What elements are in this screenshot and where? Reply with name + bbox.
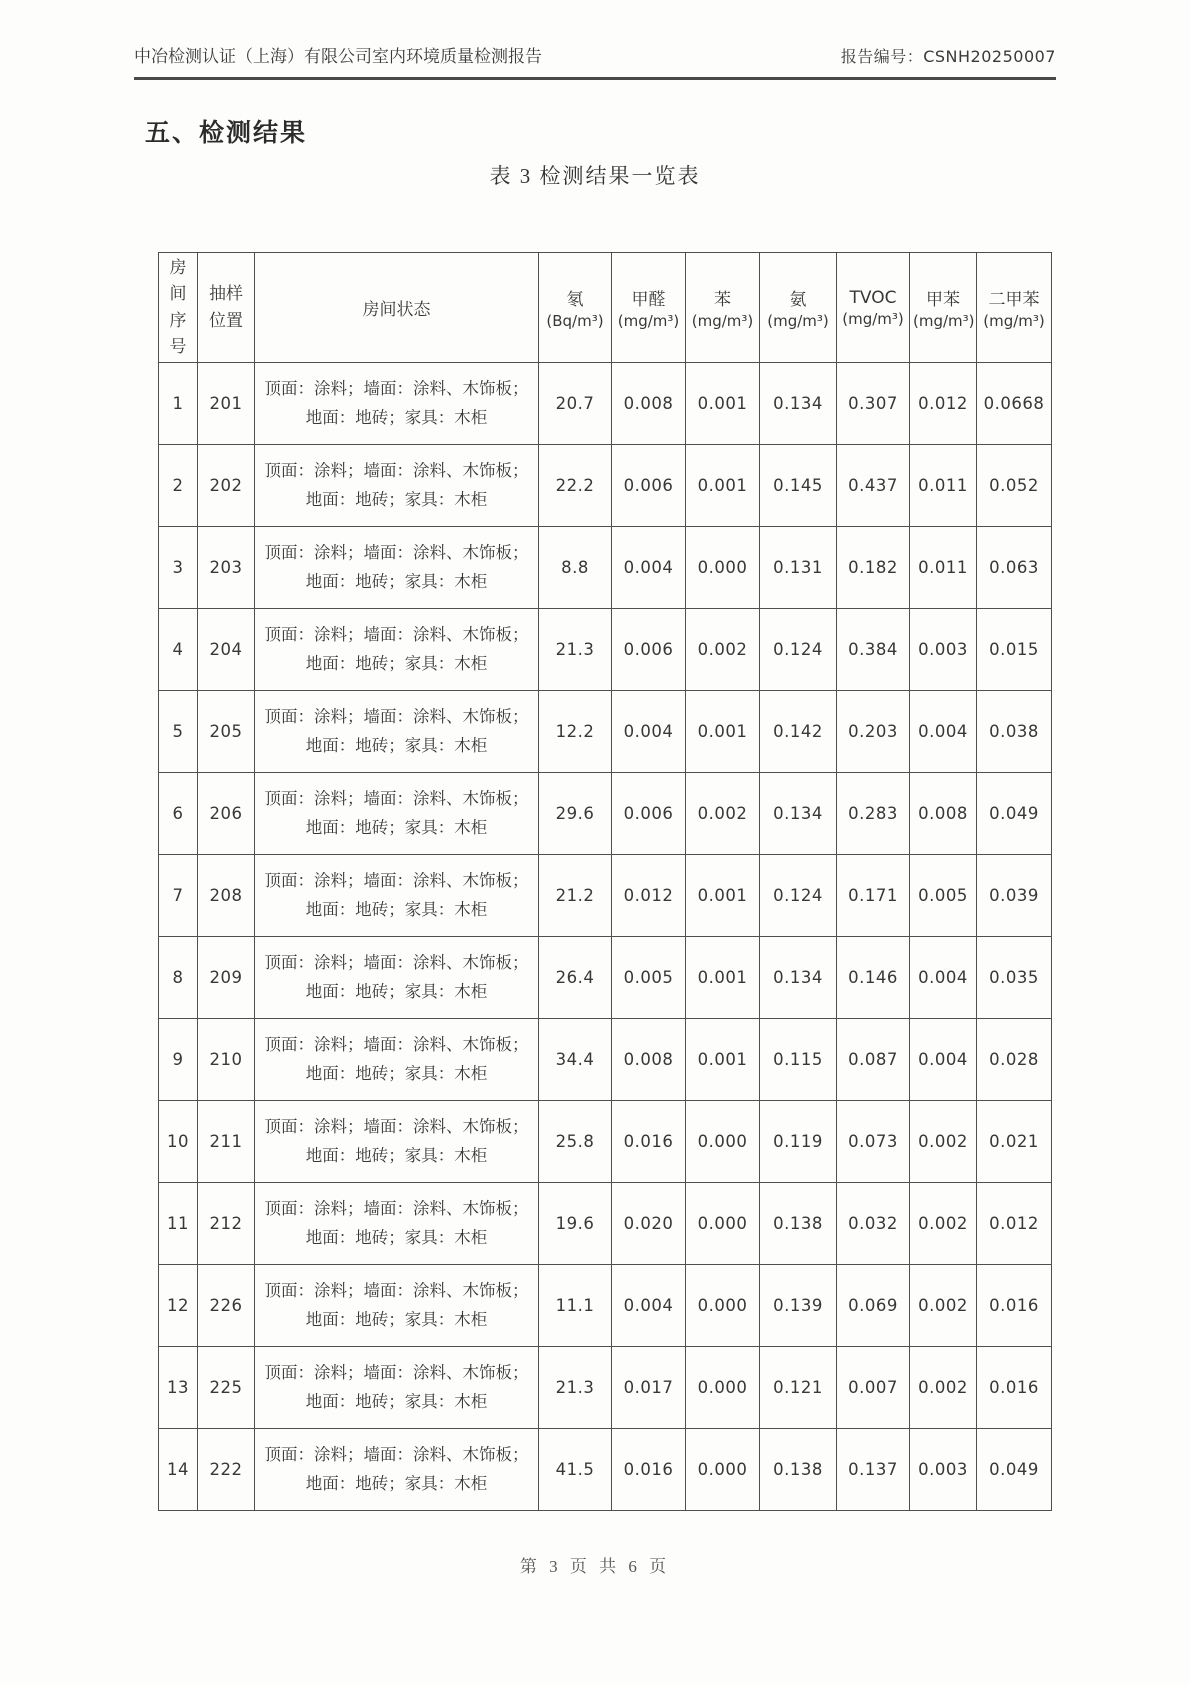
table-cell: 226 bbox=[198, 1265, 255, 1347]
table-cell: 0.124 bbox=[760, 609, 837, 691]
column-header-room-no: 房间序号 bbox=[159, 253, 198, 363]
table-cell: 211 bbox=[198, 1101, 255, 1183]
table-cell: 0.139 bbox=[760, 1265, 837, 1347]
table-cell: 8.8 bbox=[539, 527, 612, 609]
table-cell: 0.004 bbox=[910, 937, 977, 1019]
table-cell: 1 bbox=[159, 363, 198, 445]
table-cell: 0.073 bbox=[837, 1101, 910, 1183]
table-cell: 0.0668 bbox=[977, 363, 1052, 445]
table-cell: 0.000 bbox=[686, 1347, 760, 1429]
table-cell: 0.000 bbox=[686, 527, 760, 609]
table-cell: 0.016 bbox=[977, 1265, 1052, 1347]
table-cell: 208 bbox=[198, 855, 255, 937]
table-cell: 0.004 bbox=[612, 1265, 686, 1347]
column-header-xylene: 二甲苯 (mg/m³) bbox=[977, 253, 1052, 363]
table-cell: 8 bbox=[159, 937, 198, 1019]
table-cell: 0.002 bbox=[910, 1101, 977, 1183]
table-cell: 206 bbox=[198, 773, 255, 855]
table-cell: 0.021 bbox=[977, 1101, 1052, 1183]
table-cell: 0.146 bbox=[837, 937, 910, 1019]
page-number-footer: 第 3 页 共 6 页 bbox=[519, 1557, 671, 1576]
table-cell: 0.008 bbox=[910, 773, 977, 855]
table-cell: 5 bbox=[159, 691, 198, 773]
table-cell: 顶面：涂料；墙面：涂料、木饰板；地面：地砖；家具：木柜 bbox=[255, 773, 539, 855]
table-cell: 7 bbox=[159, 855, 198, 937]
table-cell: 0.124 bbox=[760, 855, 837, 937]
table-cell: 205 bbox=[198, 691, 255, 773]
table-cell: 0.020 bbox=[612, 1183, 686, 1265]
table-cell: 12 bbox=[159, 1265, 198, 1347]
table-cell: 顶面：涂料；墙面：涂料、木饰板；地面：地砖；家具：木柜 bbox=[255, 855, 539, 937]
table-cell: 0.001 bbox=[686, 691, 760, 773]
table-cell: 21.3 bbox=[539, 609, 612, 691]
table-cell: 0.145 bbox=[760, 445, 837, 527]
table-cell: 0.307 bbox=[837, 363, 910, 445]
table-cell: 顶面：涂料；墙面：涂料、木饰板；地面：地砖；家具：木柜 bbox=[255, 1019, 539, 1101]
table-cell: 0.138 bbox=[760, 1429, 837, 1511]
table-cell: 顶面：涂料；墙面：涂料、木饰板；地面：地砖；家具：木柜 bbox=[255, 1347, 539, 1429]
table-cell: 2 bbox=[159, 445, 198, 527]
table-cell: 25.8 bbox=[539, 1101, 612, 1183]
table-cell: 0.000 bbox=[686, 1101, 760, 1183]
table-row bbox=[159, 363, 1052, 445]
table-cell: 0.006 bbox=[612, 445, 686, 527]
table-cell: 0.142 bbox=[760, 691, 837, 773]
table-cell: 0.003 bbox=[910, 609, 977, 691]
table-cell: 0.437 bbox=[837, 445, 910, 527]
table-cell: 0.015 bbox=[977, 609, 1052, 691]
table-cell: 0.002 bbox=[910, 1265, 977, 1347]
table-cell: 0.003 bbox=[910, 1429, 977, 1511]
table-cell: 4 bbox=[159, 609, 198, 691]
report-number: 报告编号：CSNH20250007 bbox=[840, 47, 1056, 66]
table-cell: 0.138 bbox=[760, 1183, 837, 1265]
table-cell: 0.137 bbox=[837, 1429, 910, 1511]
table-cell: 0.017 bbox=[612, 1347, 686, 1429]
table-cell: 0.134 bbox=[760, 773, 837, 855]
table-row bbox=[159, 1265, 1052, 1347]
header-row bbox=[159, 253, 1052, 363]
table-cell: 0.004 bbox=[612, 527, 686, 609]
table-cell: 222 bbox=[198, 1429, 255, 1511]
table-cell: 顶面：涂料；墙面：涂料、木饰板；地面：地砖；家具：木柜 bbox=[255, 1101, 539, 1183]
table-cell: 0.171 bbox=[837, 855, 910, 937]
column-header-formaldehyde: 甲醛 (mg/m³) bbox=[612, 253, 686, 363]
table-cell: 6 bbox=[159, 773, 198, 855]
table-cell: 0.001 bbox=[686, 855, 760, 937]
table-cell: 202 bbox=[198, 445, 255, 527]
table-cell: 0.134 bbox=[760, 363, 837, 445]
column-header-ammonia: 氨 (mg/m³) bbox=[760, 253, 837, 363]
table-row bbox=[159, 855, 1052, 937]
table-cell: 29.6 bbox=[539, 773, 612, 855]
table-cell: 0.131 bbox=[760, 527, 837, 609]
table-cell: 0.004 bbox=[612, 691, 686, 773]
column-header-sampling-location: 抽样位置 bbox=[198, 253, 255, 363]
table-cell: 0.005 bbox=[910, 855, 977, 937]
table-cell: 212 bbox=[198, 1183, 255, 1265]
table-row bbox=[159, 691, 1052, 773]
table-cell: 26.4 bbox=[539, 937, 612, 1019]
results-table-head bbox=[159, 253, 1052, 363]
table-cell: 22.2 bbox=[539, 445, 612, 527]
column-header-tvoc: TVOC (mg/m³) bbox=[837, 253, 910, 363]
column-header-room-state: 房间状态 bbox=[255, 253, 539, 363]
table-cell: 0.035 bbox=[977, 937, 1052, 1019]
table-cell: 0.000 bbox=[686, 1429, 760, 1511]
column-header-benzene: 苯 (mg/m³) bbox=[686, 253, 760, 363]
table-row bbox=[159, 527, 1052, 609]
table-row bbox=[159, 773, 1052, 855]
table-cell: 0.182 bbox=[837, 527, 910, 609]
column-header-radon: 氡 (Bq/m³) bbox=[539, 253, 612, 363]
table-cell: 0.203 bbox=[837, 691, 910, 773]
table-cell: 0.006 bbox=[612, 773, 686, 855]
table-cell: 顶面：涂料；墙面：涂料、木饰板；地面：地砖；家具：木柜 bbox=[255, 937, 539, 1019]
table-cell: 0.002 bbox=[910, 1347, 977, 1429]
table-cell: 0.000 bbox=[686, 1183, 760, 1265]
table-cell: 0.121 bbox=[760, 1347, 837, 1429]
column-header-toluene: 甲苯 (mg/m³) bbox=[910, 253, 977, 363]
results-table-body bbox=[159, 363, 1052, 1511]
table-cell: 0.011 bbox=[910, 527, 977, 609]
table-cell: 209 bbox=[198, 937, 255, 1019]
table-cell: 9 bbox=[159, 1019, 198, 1101]
table-cell: 0.016 bbox=[612, 1429, 686, 1511]
document-header bbox=[134, 42, 1056, 80]
table-row bbox=[159, 445, 1052, 527]
table-cell: 0.001 bbox=[686, 937, 760, 1019]
table-cell: 0.038 bbox=[977, 691, 1052, 773]
table-cell: 0.008 bbox=[612, 1019, 686, 1101]
table-row bbox=[159, 937, 1052, 1019]
table-cell: 12.2 bbox=[539, 691, 612, 773]
table-row bbox=[159, 1183, 1052, 1265]
table-cell: 0.011 bbox=[910, 445, 977, 527]
results-table bbox=[158, 252, 1052, 1511]
table-cell: 210 bbox=[198, 1019, 255, 1101]
table-cell: 顶面：涂料；墙面：涂料、木饰板；地面：地砖；家具：木柜 bbox=[255, 1265, 539, 1347]
table-cell: 0.032 bbox=[837, 1183, 910, 1265]
table-cell: 13 bbox=[159, 1347, 198, 1429]
table-row bbox=[159, 1347, 1052, 1429]
table-cell: 19.6 bbox=[539, 1183, 612, 1265]
table-cell: 0.002 bbox=[686, 773, 760, 855]
table-cell: 顶面：涂料；墙面：涂料、木饰板；地面：地砖；家具：木柜 bbox=[255, 691, 539, 773]
table-cell: 0.283 bbox=[837, 773, 910, 855]
table-cell: 10 bbox=[159, 1101, 198, 1183]
table-cell: 0.000 bbox=[686, 1265, 760, 1347]
table-cell: 20.7 bbox=[539, 363, 612, 445]
table-cell: 0.001 bbox=[686, 1019, 760, 1101]
table-cell: 0.069 bbox=[837, 1265, 910, 1347]
table-cell: 225 bbox=[198, 1347, 255, 1429]
table-cell: 0.002 bbox=[910, 1183, 977, 1265]
table-cell: 14 bbox=[159, 1429, 198, 1511]
table-cell: 顶面：涂料；墙面：涂料、木饰板；地面：地砖；家具：木柜 bbox=[255, 1429, 539, 1511]
table-title: 表 3 检测结果一览表 bbox=[489, 164, 701, 188]
table-cell: 0.002 bbox=[686, 609, 760, 691]
table-cell: 34.4 bbox=[539, 1019, 612, 1101]
table-cell: 41.5 bbox=[539, 1429, 612, 1511]
table-cell: 0.001 bbox=[686, 445, 760, 527]
table-cell: 0.087 bbox=[837, 1019, 910, 1101]
table-cell: 顶面：涂料；墙面：涂料、木饰板；地面：地砖；家具：木柜 bbox=[255, 445, 539, 527]
table-cell: 11 bbox=[159, 1183, 198, 1265]
table-cell: 0.063 bbox=[977, 527, 1052, 609]
table-cell: 0.049 bbox=[977, 1429, 1052, 1511]
table-cell: 0.012 bbox=[612, 855, 686, 937]
table-cell: 0.004 bbox=[910, 1019, 977, 1101]
table-cell: 顶面：涂料；墙面：涂料、木饰板；地面：地砖；家具：木柜 bbox=[255, 363, 539, 445]
table-cell: 3 bbox=[159, 527, 198, 609]
table-cell: 0.134 bbox=[760, 937, 837, 1019]
table-row bbox=[159, 609, 1052, 691]
table-cell: 0.004 bbox=[910, 691, 977, 773]
table-cell: 顶面：涂料；墙面：涂料、木饰板；地面：地砖；家具：木柜 bbox=[255, 527, 539, 609]
table-cell: 0.052 bbox=[977, 445, 1052, 527]
table-cell: 0.012 bbox=[910, 363, 977, 445]
table-cell: 0.039 bbox=[977, 855, 1052, 937]
table-cell: 21.2 bbox=[539, 855, 612, 937]
table-cell: 0.028 bbox=[977, 1019, 1052, 1101]
section-title: 五、检测结果 bbox=[145, 120, 308, 147]
table-cell: 0.016 bbox=[977, 1347, 1052, 1429]
table-cell: 0.006 bbox=[612, 609, 686, 691]
table-row bbox=[159, 1429, 1052, 1511]
table-cell: 0.016 bbox=[612, 1101, 686, 1183]
table-cell: 顶面：涂料；墙面：涂料、木饰板；地面：地砖；家具：木柜 bbox=[255, 1183, 539, 1265]
table-cell: 204 bbox=[198, 609, 255, 691]
table-row bbox=[159, 1019, 1052, 1101]
table-cell: 0.049 bbox=[977, 773, 1052, 855]
table-row bbox=[159, 1101, 1052, 1183]
table-cell: 21.3 bbox=[539, 1347, 612, 1429]
table-cell: 0.012 bbox=[977, 1183, 1052, 1265]
table-cell: 0.007 bbox=[837, 1347, 910, 1429]
table-cell: 顶面：涂料；墙面：涂料、木饰板；地面：地砖；家具：木柜 bbox=[255, 609, 539, 691]
table-cell: 11.1 bbox=[539, 1265, 612, 1347]
table-cell: 0.384 bbox=[837, 609, 910, 691]
table-cell: 0.001 bbox=[686, 363, 760, 445]
table-cell: 0.005 bbox=[612, 937, 686, 1019]
table-cell: 0.115 bbox=[760, 1019, 837, 1101]
table-cell: 0.119 bbox=[760, 1101, 837, 1183]
table-cell: 201 bbox=[198, 363, 255, 445]
table-cell: 203 bbox=[198, 527, 255, 609]
table-cell: 0.008 bbox=[612, 363, 686, 445]
header-company-title: 中冶检测认证（上海）有限公司室内环境质量检测报告 bbox=[134, 47, 542, 66]
